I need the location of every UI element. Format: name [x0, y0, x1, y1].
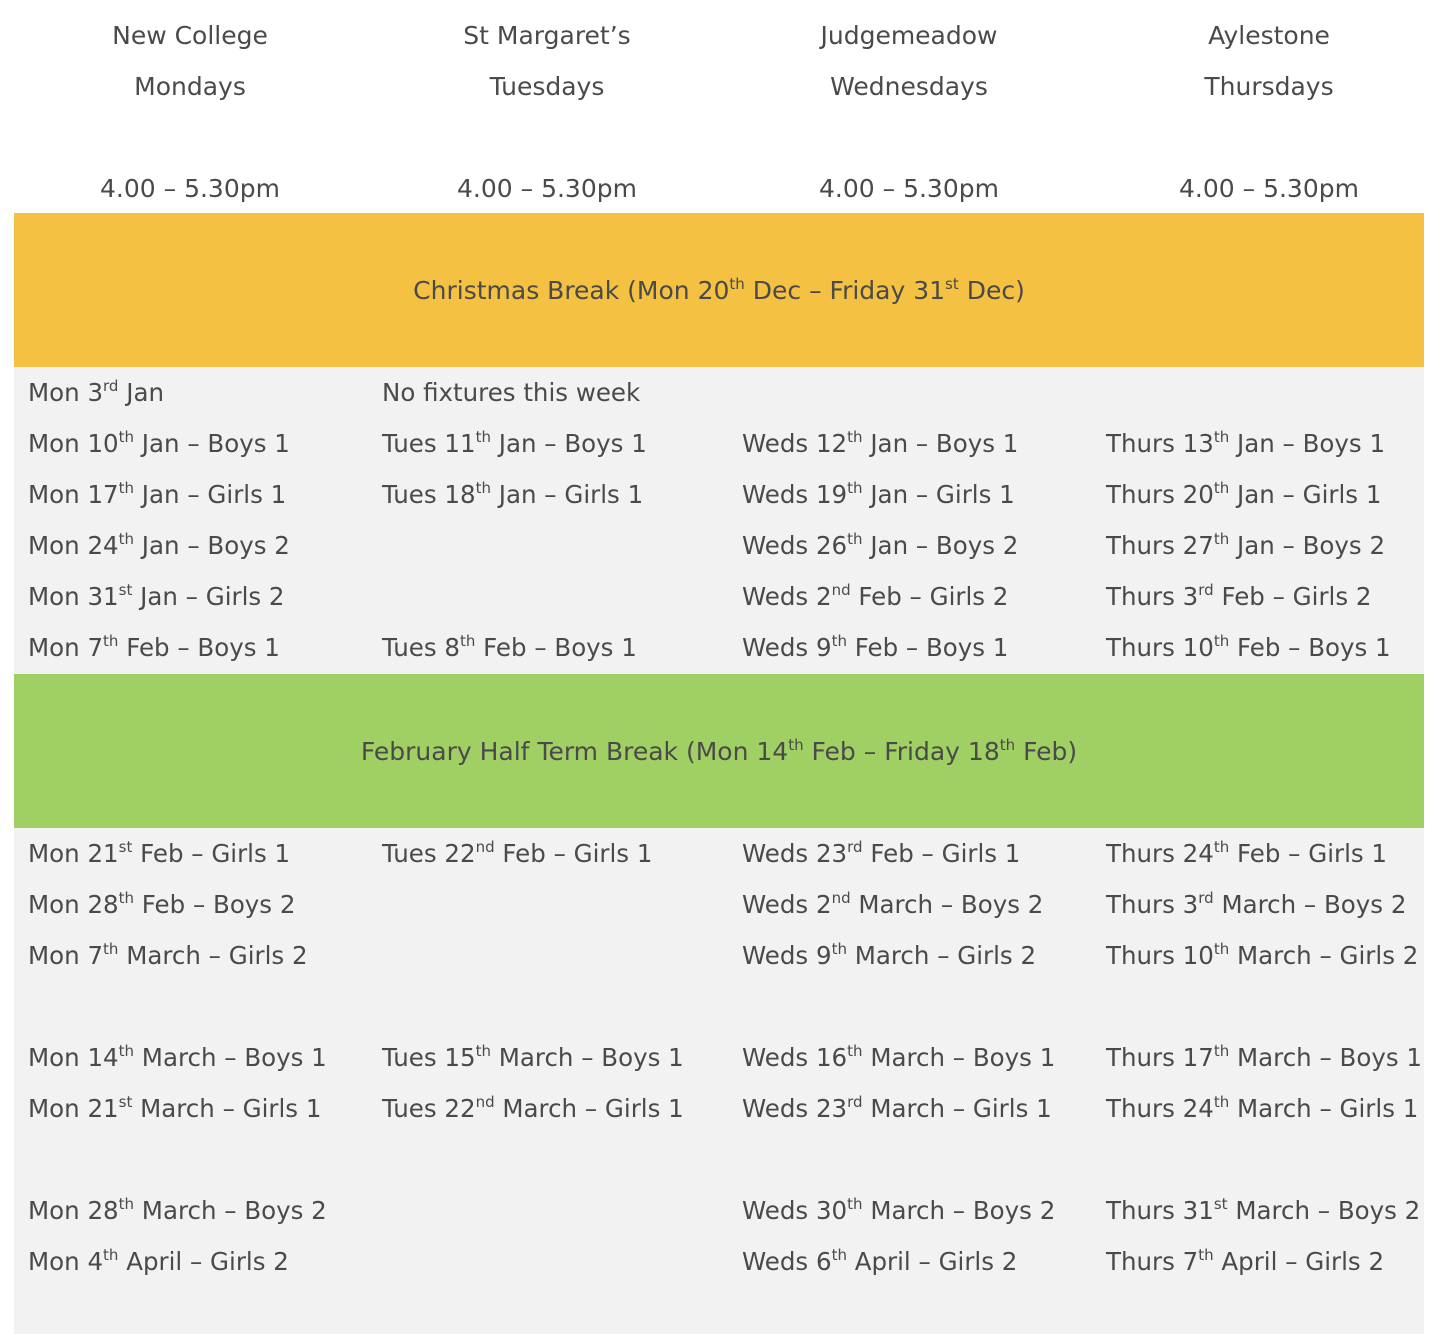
fixture-cell-thu: Thurs 31st March – Boys 2 — [1106, 1195, 1421, 1225]
fixture-cell-wed: Weds 6th April – Girls 2 — [742, 1246, 1018, 1276]
venue-time: 4.00 – 5.30pm — [457, 174, 637, 203]
fixture-cell-mon: Mon 7th Feb – Boys 1 — [28, 632, 280, 662]
venue-header-new-college — [14, 10, 366, 214]
fixture-cell-thu: Thurs 20th Jan – Girls 1 — [1106, 479, 1382, 509]
fixture-cell-thu: Thurs 17th March – Boys 1 — [1106, 1042, 1422, 1072]
fixtures-block-february-april — [14, 828, 1424, 1334]
fixture-cell-wed: Weds 23rd Feb – Girls 1 — [742, 838, 1021, 868]
fixture-cell-mon: Mon 21st Feb – Girls 1 — [28, 838, 291, 868]
fixture-cell-thu: Thurs 27th Jan – Boys 2 — [1106, 530, 1386, 560]
fixture-cell-thu: Thurs 24th Feb – Girls 1 — [1106, 838, 1388, 868]
fixture-cell-mon: Mon 14th March – Boys 1 — [28, 1042, 327, 1072]
fixture-cell-mon: Mon 4th April – Girls 2 — [28, 1246, 289, 1276]
fixture-cell-wed: Weds 19th Jan – Girls 1 — [742, 479, 1015, 509]
fixture-cell-tue: Tues 22nd Feb – Girls 1 — [382, 838, 653, 868]
venue-name: Aylestone — [1208, 21, 1330, 50]
fixture-cell-wed: Weds 9th March – Girls 2 — [742, 940, 1037, 970]
venue-name: New College — [112, 21, 268, 50]
fixture-cell-wed: Weds 2nd March – Boys 2 — [742, 889, 1044, 919]
venue-header-judgemeadow — [733, 10, 1085, 214]
february-break-banner — [14, 674, 1424, 828]
venue-header-st-margarets — [371, 10, 723, 214]
fixture-cell-mon: Mon 10th Jan – Boys 1 — [28, 428, 290, 458]
fixture-cell-wed: Weds 9th Feb – Boys 1 — [742, 632, 1009, 662]
fixture-cell-mon: Mon 3rd Jan — [28, 377, 165, 407]
fixture-cell-wed: Weds 23rd March – Girls 1 — [742, 1093, 1052, 1123]
fixture-cell-tue: No fixtures this week — [382, 378, 641, 407]
fixture-cell-thu: Thurs 13th Jan – Boys 1 — [1106, 428, 1386, 458]
fixture-cell-tue: Tues 11th Jan – Boys 1 — [382, 428, 647, 458]
venue-name: Judgemeadow — [820, 21, 998, 50]
fixture-cell-thu: Thurs 10th Feb – Boys 1 — [1106, 632, 1391, 662]
venue-name: St Margaret’s — [463, 21, 631, 50]
fixture-cell-mon: Mon 28th Feb – Boys 2 — [28, 889, 296, 919]
fixture-cell-mon: Mon 24th Jan – Boys 2 — [28, 530, 290, 560]
fixture-cell-thu: Thurs 10th March – Girls 2 — [1106, 940, 1419, 970]
venue-day: Mondays — [134, 72, 246, 101]
fixture-cell-wed: Weds 12th Jan – Boys 1 — [742, 428, 1019, 458]
fixtures-block-january — [14, 367, 1424, 674]
fixture-cell-mon: Mon 28th March – Boys 2 — [28, 1195, 327, 1225]
fixture-cell-tue: Tues 22nd March – Girls 1 — [382, 1093, 684, 1123]
venue-day: Tuesdays — [489, 72, 605, 101]
fixtures-schedule — [14, 0, 1424, 1334]
fixture-cell-thu: Thurs 24th March – Girls 1 — [1106, 1093, 1419, 1123]
christmas-break-text: Christmas Break (Mon 20th Dec – Friday 31st Dec) — [413, 274, 1025, 305]
fixture-cell-mon: Mon 17th Jan – Girls 1 — [28, 479, 287, 509]
fixture-cell-thu: Thurs 7th April – Girls 2 — [1106, 1246, 1385, 1276]
fixture-cell-tue: Tues 15th March – Boys 1 — [382, 1042, 684, 1072]
fixture-cell-mon: Mon 31st Jan – Girls 2 — [28, 581, 285, 611]
venue-day: Wednesdays — [830, 72, 988, 101]
fixture-cell-tue: Tues 18th Jan – Girls 1 — [382, 479, 644, 509]
fixture-cell-thu: Thurs 3rd Feb – Girls 2 — [1106, 581, 1372, 611]
fixture-cell-wed: Weds 30th March – Boys 2 — [742, 1195, 1056, 1225]
february-break-text: February Half Term Break (Mon 14th Feb – Friday 18th Feb) — [360, 735, 1078, 766]
venue-time: 4.00 – 5.30pm — [100, 174, 280, 203]
christmas-break-banner — [14, 213, 1424, 367]
venue-day: Thursdays — [1204, 72, 1334, 101]
venue-time: 4.00 – 5.30pm — [1179, 174, 1359, 203]
venue-header-row — [14, 0, 1424, 213]
fixture-cell-tue: Tues 8th Feb – Boys 1 — [382, 632, 637, 662]
fixture-cell-wed: Weds 2nd Feb – Girls 2 — [742, 581, 1009, 611]
fixture-cell-mon: Mon 21st March – Girls 1 — [28, 1093, 322, 1123]
venue-header-aylestone — [1093, 10, 1434, 214]
fixture-cell-wed: Weds 16th March – Boys 1 — [742, 1042, 1056, 1072]
fixture-cell-mon: Mon 7th March – Girls 2 — [28, 940, 308, 970]
fixture-cell-wed: Weds 26th Jan – Boys 2 — [742, 530, 1019, 560]
venue-time: 4.00 – 5.30pm — [819, 174, 999, 203]
fixture-cell-thu: Thurs 3rd March – Boys 2 — [1106, 889, 1407, 919]
